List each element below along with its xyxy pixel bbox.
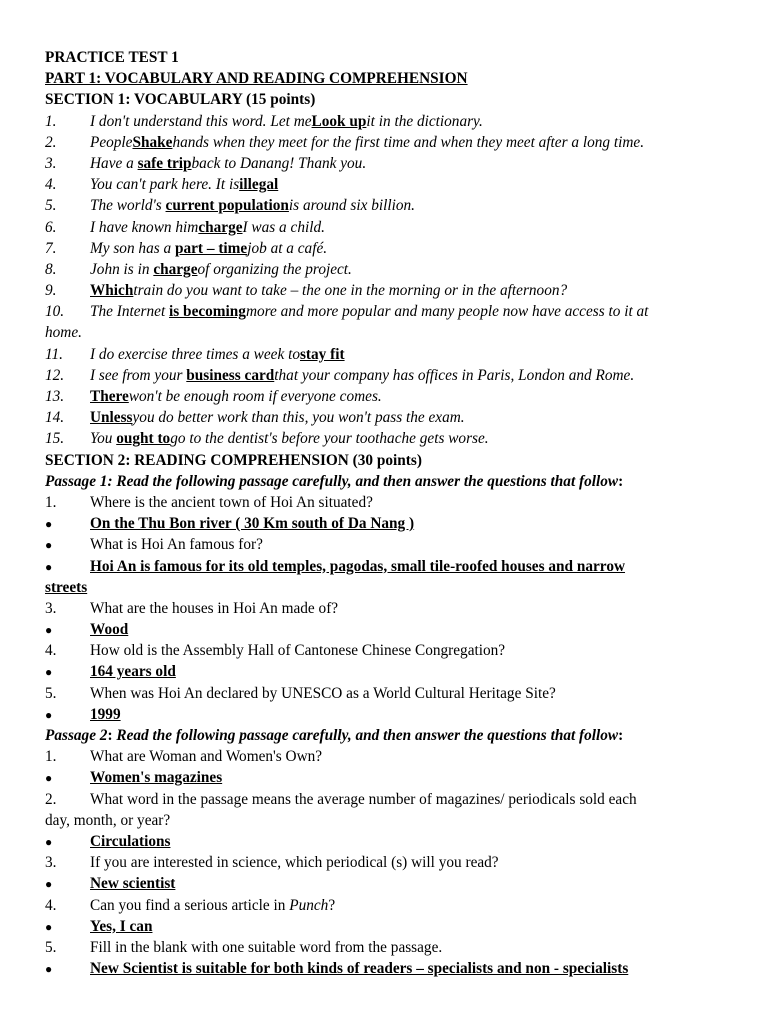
vocab-text-before: I don't understand this word. Let me	[90, 112, 312, 130]
p1-question-4: 4. How old is the Assembly Hall of Cantonese Chinese Congregation?	[45, 642, 506, 660]
vocab-answer: illegal	[239, 176, 279, 194]
p1-answer-4: ● 164 years old	[45, 661, 745, 682]
vocab-answer: Look up	[311, 112, 367, 130]
section2-heading: SECTION 2: READING COMPREHENSION (30 points)	[45, 451, 422, 469]
passage2-label-colon: :	[107, 727, 113, 744]
vocab-item	[45, 428, 745, 449]
vocab-number: 11.	[45, 345, 63, 363]
vocab-number: 13.	[45, 388, 65, 405]
vocab-answer: Shake	[132, 133, 173, 151]
vocab-text-before: My son has a	[90, 239, 175, 257]
vocab-number: 12.	[45, 366, 65, 384]
vocabulary-list	[45, 111, 745, 450]
vocab-text-after: hands when they meet for the first time and when they meet after a long time.	[172, 133, 645, 151]
vocab-number: 1.	[45, 112, 57, 130]
p1-question-2: ● What is Hoi An famous for?	[45, 534, 745, 555]
test-title: PRACTICE TEST 1	[45, 49, 179, 66]
vocab-number: 9.	[45, 282, 57, 300]
p1-answer-5: ● 1999	[45, 704, 745, 725]
vocab-item	[45, 301, 745, 322]
passage1-label: Passage 1	[45, 472, 108, 490]
bullet-icon: ●	[45, 559, 53, 574]
vocab-item-continuation: home.	[45, 324, 82, 342]
vocab-number: 4.	[45, 176, 57, 194]
vocab-item	[45, 174, 745, 195]
bullet-icon: ●	[45, 962, 53, 977]
vocab-answer: is becoming	[169, 303, 246, 321]
p1-answer-3: ● Wood	[45, 619, 745, 640]
passage2-colon: :	[618, 727, 624, 744]
document-page	[45, 47, 745, 979]
part-heading: PART 1: VOCABULARY AND READING COMPREHENSION	[45, 70, 468, 88]
vocab-number: 5.	[45, 197, 57, 215]
vocab-text-before: The world's	[90, 197, 166, 215]
vocab-answer: Which	[90, 282, 134, 300]
vocab-item	[45, 153, 745, 174]
p2-question-1: 1. What are Woman and Women's Own?	[45, 748, 323, 766]
vocab-number: 14.	[45, 409, 65, 427]
vocab-text-after: is around six billion.	[288, 197, 415, 215]
passage1-instruction-text: : Read the following passage carefully, and then answer the questions that follow	[107, 472, 619, 490]
vocab-text-after: go to the dentist's before your toothache gets worse.	[170, 430, 489, 448]
bullet-icon: ●	[45, 877, 53, 892]
vocab-answer: There	[90, 388, 129, 405]
vocab-text-after: you do better work than this, you won't pass the exam.	[132, 409, 465, 427]
vocab-answer: part – time	[174, 239, 248, 257]
vocab-text-after: I was a child.	[242, 218, 325, 236]
vocab-text-before: You	[90, 430, 117, 448]
bullet-icon: ●	[45, 517, 53, 532]
vocab-item	[45, 217, 745, 238]
vocab-item	[45, 365, 745, 386]
passage2-instruction	[45, 725, 745, 746]
bullet-icon: ●	[45, 665, 53, 680]
bullet-icon: ●	[45, 771, 53, 786]
vocab-text-before: I see from your	[90, 366, 187, 384]
vocab-item	[45, 280, 745, 301]
vocab-answer: business card	[186, 366, 275, 384]
vocab-text-before: People	[90, 133, 133, 151]
passage2-label: Passage 2	[45, 727, 108, 744]
p1-question-3: 3. What are the houses in Hoi An made of?	[45, 599, 339, 617]
vocab-text-after: back to Danang! Thank you.	[191, 154, 367, 172]
bullet-icon: ●	[45, 919, 53, 934]
vocab-answer: stay fit	[299, 345, 345, 363]
passage1-instruction	[45, 471, 745, 492]
vocab-text-after: that your company has offices in Paris, London and Rome.	[274, 366, 635, 384]
p2-question-5: 5. Fill in the blank with one suitable word from the passage.	[45, 938, 443, 956]
vocab-item	[45, 407, 745, 428]
vocab-item	[45, 386, 745, 407]
passage1-colon: :	[618, 472, 624, 490]
vocab-text-before: I do exercise three times a week to	[90, 345, 300, 363]
vocab-answer: Unless	[90, 409, 133, 427]
vocab-answer: ought to	[116, 430, 171, 448]
vocab-text-after: it in the dictionary.	[366, 112, 483, 130]
vocab-text-before: I have known him	[90, 218, 199, 236]
bullet-icon: ●	[45, 707, 53, 722]
p2-question-2-cont: day, month, or year?	[45, 811, 171, 829]
bullet-icon: ●	[45, 538, 53, 553]
vocab-number: 6.	[45, 218, 57, 236]
p2-question-2: 2. What word in the passage means the average number of magazines/ periodicals sold each	[45, 790, 637, 808]
vocab-text-before: The Internet	[90, 303, 170, 321]
p1-question-1: 1. Where is the ancient town of Hoi An situated?	[45, 493, 373, 511]
vocab-item	[45, 111, 745, 132]
vocab-item	[45, 195, 745, 216]
vocab-answer: charge	[198, 218, 243, 236]
vocab-text-before: You can't park here. It is	[90, 176, 240, 194]
vocab-answer: safe trip	[137, 154, 192, 172]
passage2-instruction-text: Read the following passage carefully, and then answer the questions that follow	[112, 727, 619, 744]
p2-answer-5: ● New Scientist is suitable for both kinds of readers – specialists and non - specialists	[45, 958, 745, 979]
p2-answer-1: ● Women's magazines	[45, 767, 745, 788]
vocab-number: 10.	[45, 303, 65, 321]
bullet-icon: ●	[45, 623, 53, 638]
vocab-text-before: Have a	[90, 154, 138, 172]
section1-heading: SECTION 1: VOCABULARY (15 points)	[45, 91, 316, 109]
bullet-icon: ●	[45, 834, 53, 849]
vocab-number: 3.	[45, 154, 57, 172]
p2-answer-3: ● New scientist	[45, 873, 745, 894]
vocab-number: 8.	[45, 260, 57, 278]
vocab-text-after: of organizing the project.	[197, 260, 352, 278]
vocab-number: 15.	[45, 430, 65, 448]
vocab-text-after: job at a café.	[247, 239, 328, 257]
p1-answer-2-cont: streets	[45, 578, 88, 596]
p1-answer-2: ● Hoi An is famous for its old temples, pagodas, small tile-roofed houses and narrow	[45, 556, 745, 577]
vocab-item	[45, 259, 745, 280]
p2-answer-2: ● Circulations	[45, 831, 745, 852]
p2-answer-4: ● Yes, I can	[45, 916, 745, 937]
vocab-item	[45, 132, 745, 153]
p2-question-3: 3. If you are interested in science, which periodical (s) will you read?	[45, 854, 499, 872]
p1-answer-1: ● On the Thu Bon river ( 30 Km south of Da Nang )	[45, 513, 745, 534]
vocab-number: 7.	[45, 239, 57, 257]
vocab-text-after: train do you want to take – the one in the morning or in the afternoon?	[133, 282, 568, 300]
vocab-text-after: won't be enough room if everyone comes.	[128, 388, 382, 405]
vocab-number: 2.	[45, 133, 57, 151]
vocab-answer: current population	[165, 197, 289, 215]
vocab-item	[45, 344, 745, 365]
p2-question-4: 4. Can you find a serious article in Punch?	[45, 896, 336, 914]
vocab-item	[45, 238, 745, 259]
vocab-text-before: John is in	[90, 260, 154, 278]
vocab-answer: charge	[153, 260, 198, 278]
p1-question-5: 5. When was Hoi An declared by UNESCO as a World Cultural Heritage Site?	[45, 684, 556, 702]
vocab-text-after: more and more popular and many people now have access to it at	[245, 303, 649, 321]
